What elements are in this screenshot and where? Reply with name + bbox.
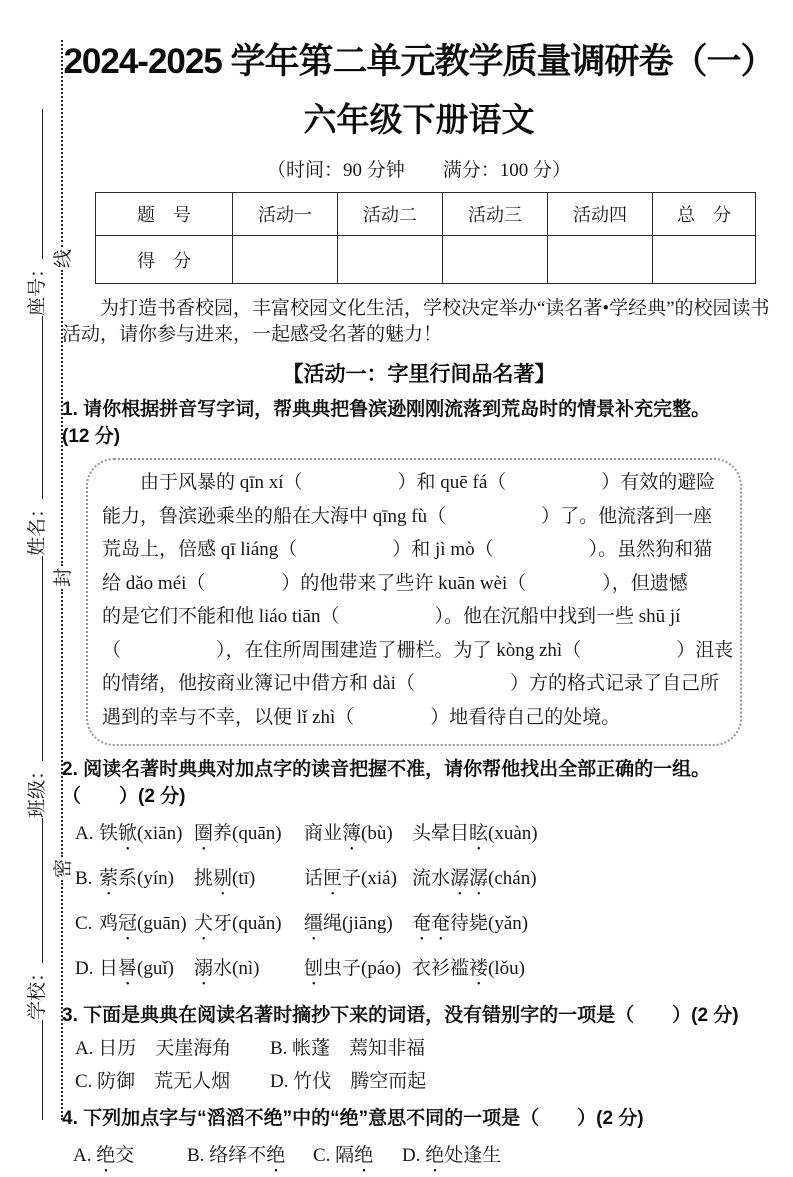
option-item: 鸡冠(guān) [99,913,187,934]
score-header-cell: 题 号 [96,193,233,236]
box-line: 能力，鲁滨逊乘坐的船在大海中 qīng fù（ ）了。他流落到一座 [102,505,713,527]
question-3-stem: 3. 下面是典典在阅读名著时摘抄下来的词语，没有错别字的一项是（ ）(2 分) [62,1005,739,1026]
option-row [75,910,776,945]
margin-blank-line [26,818,43,963]
seal-char-feng: 封 [53,567,74,587]
option-item: 溺水(nì) [194,958,260,979]
option-row [75,820,776,855]
box-line: 荒岛上，倍感 qī liáng（ ）和 jì mò（ ）。虽然狗和猫 [102,539,713,560]
option-row [73,1142,776,1177]
question-2-stem: 2. 阅读名著时典典对加点字的读音把握不准，请你帮他找出全部正确的一组。 [62,759,711,780]
option-item: 萦系(yín) [99,868,174,889]
seal-char-mi: 密 [53,858,74,878]
option-item: 衣衫褴褛(lǒu) [412,958,525,979]
section-heading: 【活动一：字里行间品名著】 [282,363,556,386]
option-item: 缰绳(jiāng) [304,913,393,934]
option-item: 商业簿(bù) [304,823,393,844]
option-label: B. [75,868,93,889]
option-item: B. 络绎不绝 [187,1145,286,1166]
margin-rail [22,128,49,1120]
question-2-answer-blank: （ ）(2 分) [62,786,186,807]
option-item: 犬牙(quǎn) [194,913,282,934]
paper-content [62,34,776,1177]
margin-blank-line [26,556,43,761]
option-row [75,955,776,990]
pinyin-box [86,458,742,746]
question-2 [62,756,776,990]
question-1-stem: 1. 请你根据拼音写字词，帮典典把鲁滨逊刚刚流落到荒岛时的情景补充完整。 [62,399,711,420]
box-line: 的是它们不能和他 liáo tiān（ ）。他在沉船中找到一些 shū jí [102,606,681,627]
option-item: A. 绝交 [73,1145,135,1166]
question-1 [62,396,776,746]
margin-label-school: 学校： [27,962,48,1020]
margin-label-name: 姓名： [27,498,48,556]
score-empty-cell [443,236,548,284]
option-item: B. 帐蓬 蔫知非福 [270,1038,426,1059]
option-label: D. [75,958,94,979]
question-4-stem: 4. 下列加点字与“滔滔不绝”中的“绝”意思不同的一项是（ ）(2 分) [62,1108,644,1129]
page-subtitle: 六年级下册语文 [303,101,535,138]
option-item: D. 竹伐 腾空而起 [270,1071,427,1092]
score-table [95,192,756,284]
score-header-cell: 活动三 [443,193,548,236]
margin-blank-line [26,316,43,499]
option-item: 铁锨(xiān) [99,823,183,844]
exam-meta: （时间：90 分钟 满分：100 分） [266,160,571,181]
margin-blank-line [26,1020,43,1120]
option-item: 圈养(quān) [194,823,282,844]
score-table-score-row [96,236,756,284]
option-item: 日晷(guǐ) [99,958,174,979]
option-item: D. 绝处逢生 [402,1145,502,1166]
score-empty-cell [338,236,443,284]
box-line: 遇到的幸与不幸，以便 lǐ zhì（ ）地看待自己的处境。 [102,706,621,728]
option-item: 头晕目眩(xuàn) [412,823,538,844]
option-row [75,1068,776,1095]
score-header-cell: 活动二 [338,193,443,236]
option-label: A. [75,823,94,844]
score-empty-cell [653,236,756,284]
option-item: 刨虫子(páo) [304,958,402,979]
margin-label-seat: 座号： [27,258,48,316]
option-item: 奄奄待毙(yǎn) [412,913,529,934]
option-item: C. 隔绝 [313,1145,374,1166]
score-header-cell: 总 分 [653,193,756,236]
score-empty-cell [233,236,338,284]
question-4 [62,1105,776,1177]
page-title: 2024-2025 学年第二单元教学质量调研卷（一） [63,42,775,81]
score-row-label: 得 分 [96,236,233,284]
option-label: C. [75,913,93,934]
option-row [75,1035,776,1062]
seal-char-xian: 线 [53,248,74,268]
margin-label-class: 班级： [27,760,48,818]
score-header-cell: 活动一 [233,193,338,236]
option-item: 话匣子(xiá) [304,868,397,889]
box-line: 由于风暴的 qīn xí（ ）和 quē fá（ ）有效的避险 [140,472,716,493]
option-item: 流水潺潺(chán) [412,868,537,889]
score-table-header-row [96,193,756,236]
question-3 [62,1002,776,1095]
question-1-score: (12 分) [62,426,121,447]
score-empty-cell [548,236,653,284]
box-line: 给 dǎo méi（ ）的他带来了些许 kuān wèi（ ），但遗憾 [102,572,688,594]
option-row [75,865,776,900]
option-item: 挑剔(tī) [194,868,256,889]
intro-paragraph: 为打造书香校园，丰富校园文化生活，学校决定举办“读名著•学经典”的校园读书活动，请你参与进来，一起感受名著的魅力！ [62,298,770,345]
option-item: C. 防御 荒无人烟 [75,1071,231,1092]
box-line: 的情绪，他按商业簿记中借方和 dài（ ）方的格式记录了自己所 [102,673,719,694]
margin-blank-line [26,109,43,259]
option-item: A. 日历 天崖海角 [75,1038,232,1059]
box-line: （ ），在住所周围建造了栅栏。为了 kòng zhì（ ）沮丧 [102,639,734,661]
score-header-cell: 活动四 [548,193,653,236]
